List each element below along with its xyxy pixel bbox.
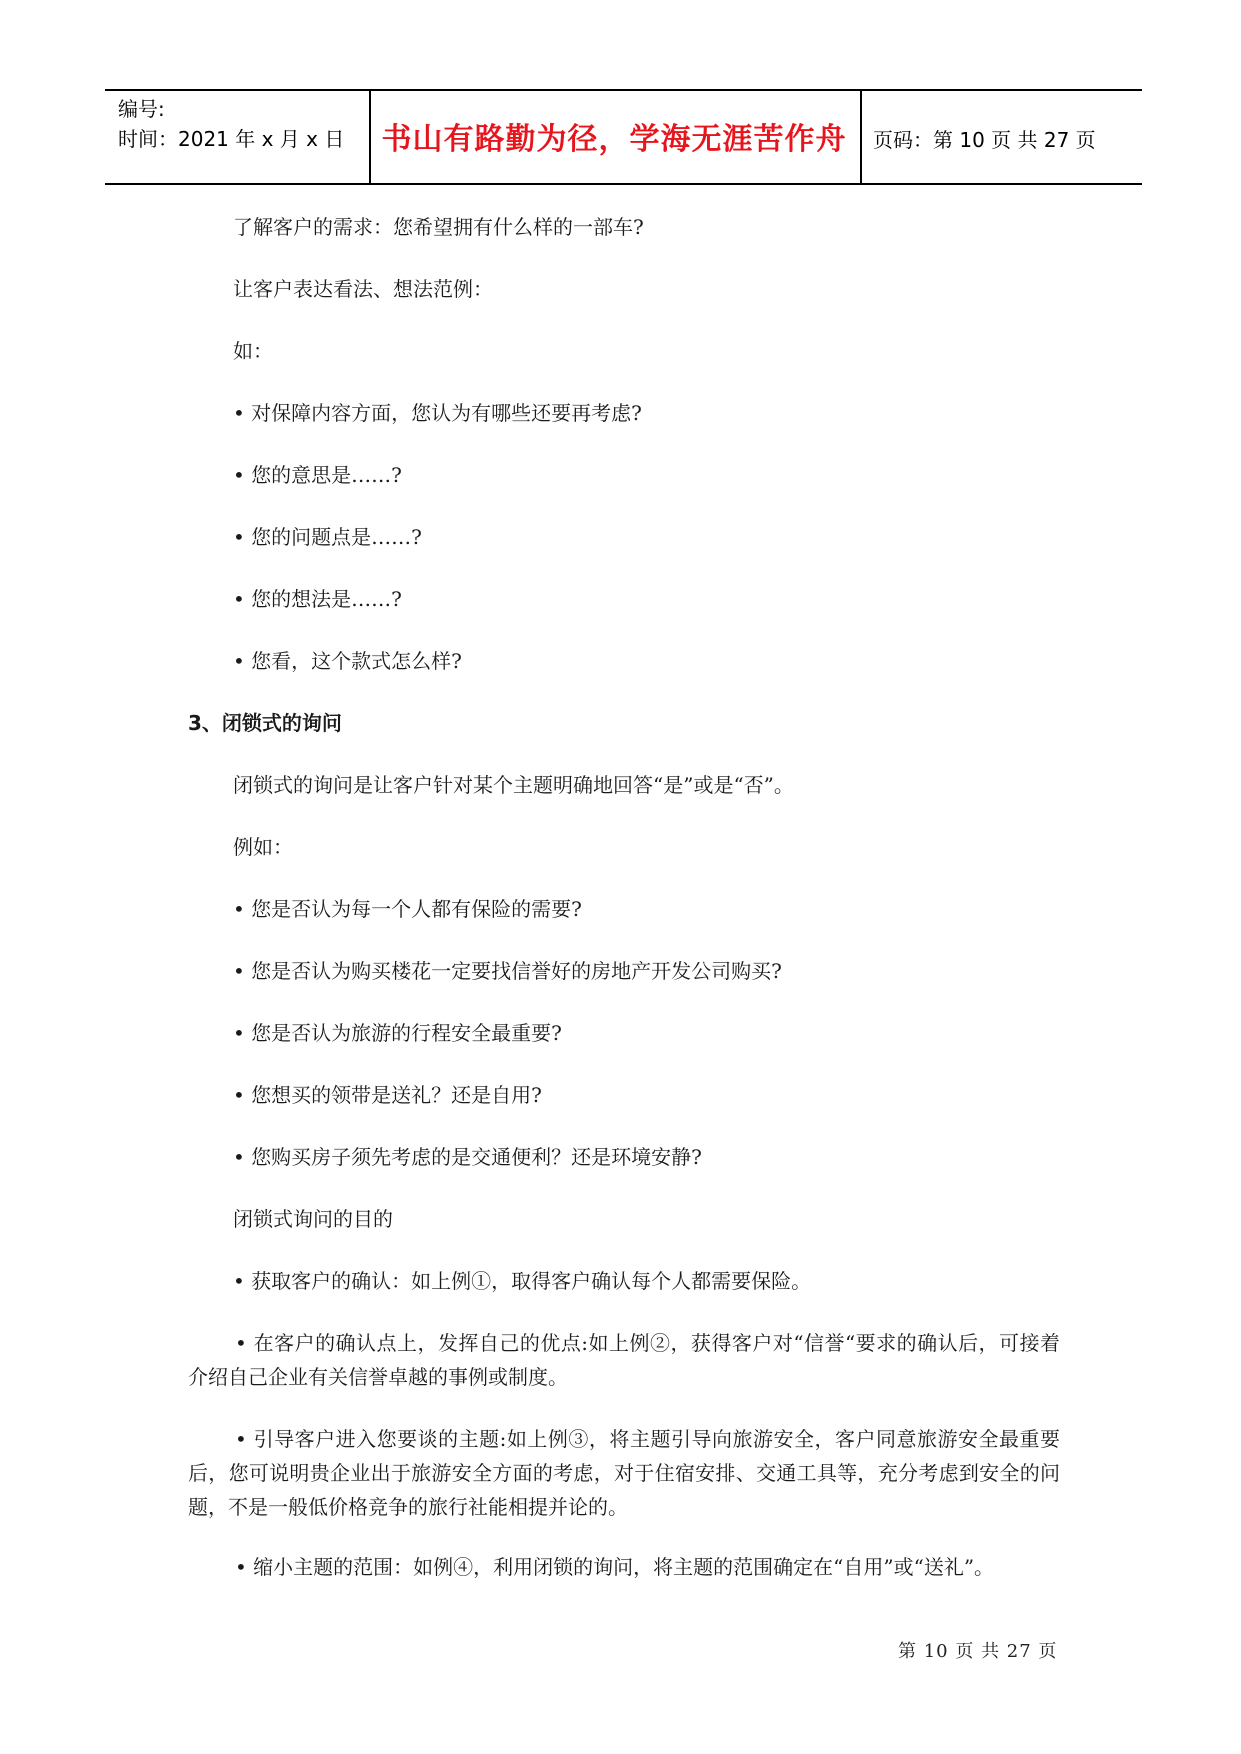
bullet-item: • 您是否认为购买楼花一定要找信誉好的房地产开发公司购买? <box>233 959 782 983</box>
header-time-label: 时间：2021 年 x 月 x 日 <box>118 127 345 151</box>
bullet-item: • 您想买的领带是送礼？还是自用? <box>233 1083 542 1107</box>
body-line: 闭锁式的询问是让客户针对某个主题明确地回答“是”或是“否”。 <box>233 773 794 797</box>
header-meta <box>118 94 344 154</box>
header-number-label: 编号: <box>118 97 165 121</box>
section-heading: 3、闭锁式的询问 <box>188 711 342 735</box>
bullet-item: • 您的问题点是……? <box>233 525 422 549</box>
header-bottom-rule <box>105 183 1142 185</box>
body-line: 如： <box>233 339 273 363</box>
bullet-item: • 您看，这个款式怎么样? <box>233 649 462 673</box>
header-divider-left <box>369 90 371 183</box>
bullet-item: • 您的意思是……? <box>233 463 402 487</box>
bullet-item: • 对保障内容方面，您认为有哪些还要再考虑? <box>233 401 642 425</box>
bullet-item: • 您购买房子须先考虑的是交通便利？还是环境安静? <box>233 1145 702 1169</box>
body-line: 让客户表达看法、想法范例： <box>233 277 493 301</box>
body-line: 闭锁式询问的目的 <box>233 1207 393 1231</box>
bullet-item: • 您是否认为每一个人都有保险的需要? <box>233 897 582 921</box>
bullet-paragraph: • 在客户的确认点上，发挥自己的优点:如上例②，获得客户对“信誉“要求的确认后，可接着介绍自己企业有关信誉卓越的事例或制度。 <box>188 1331 1060 1389</box>
header-page-label: 页码：第 10 页 共 27 页 <box>873 128 1096 152</box>
bullet-item: • 您的想法是……? <box>233 587 402 611</box>
body-line: 例如： <box>233 835 293 859</box>
header-divider-right <box>860 90 862 183</box>
bullet-paragraph: • 缩小主题的范围：如例④，利用闭锁的询问，将主题的范围确定在“自用”或“送礼”。 <box>235 1555 995 1579</box>
header-top-rule <box>105 89 1142 91</box>
page-footer: 第 10 页 共 27 页 <box>898 1641 1058 1662</box>
bullet-item: • 您是否认为旅游的行程安全最重要? <box>233 1021 562 1045</box>
header-motto: 书山有路勤为径，学海无涯苦作舟 <box>381 122 847 157</box>
bullet-paragraph: • 引导客户进入您要谈的主题:如上例③，将主题引导向旅游安全，客户同意旅游安全最重要后，您可说明贵企业出于旅游安全方面的考虑，对于住宿安排、交通工具等，充分考虑到安全的问题，不是一般低价格竞争的旅行社能相提并论的。 <box>188 1427 1060 1519</box>
body-line: 了解客户的需求：您希望拥有什么样的一部车? <box>233 215 644 239</box>
bullet-item: • 获取客户的确认：如上例①，取得客户确认每个人都需要保险。 <box>233 1269 812 1293</box>
